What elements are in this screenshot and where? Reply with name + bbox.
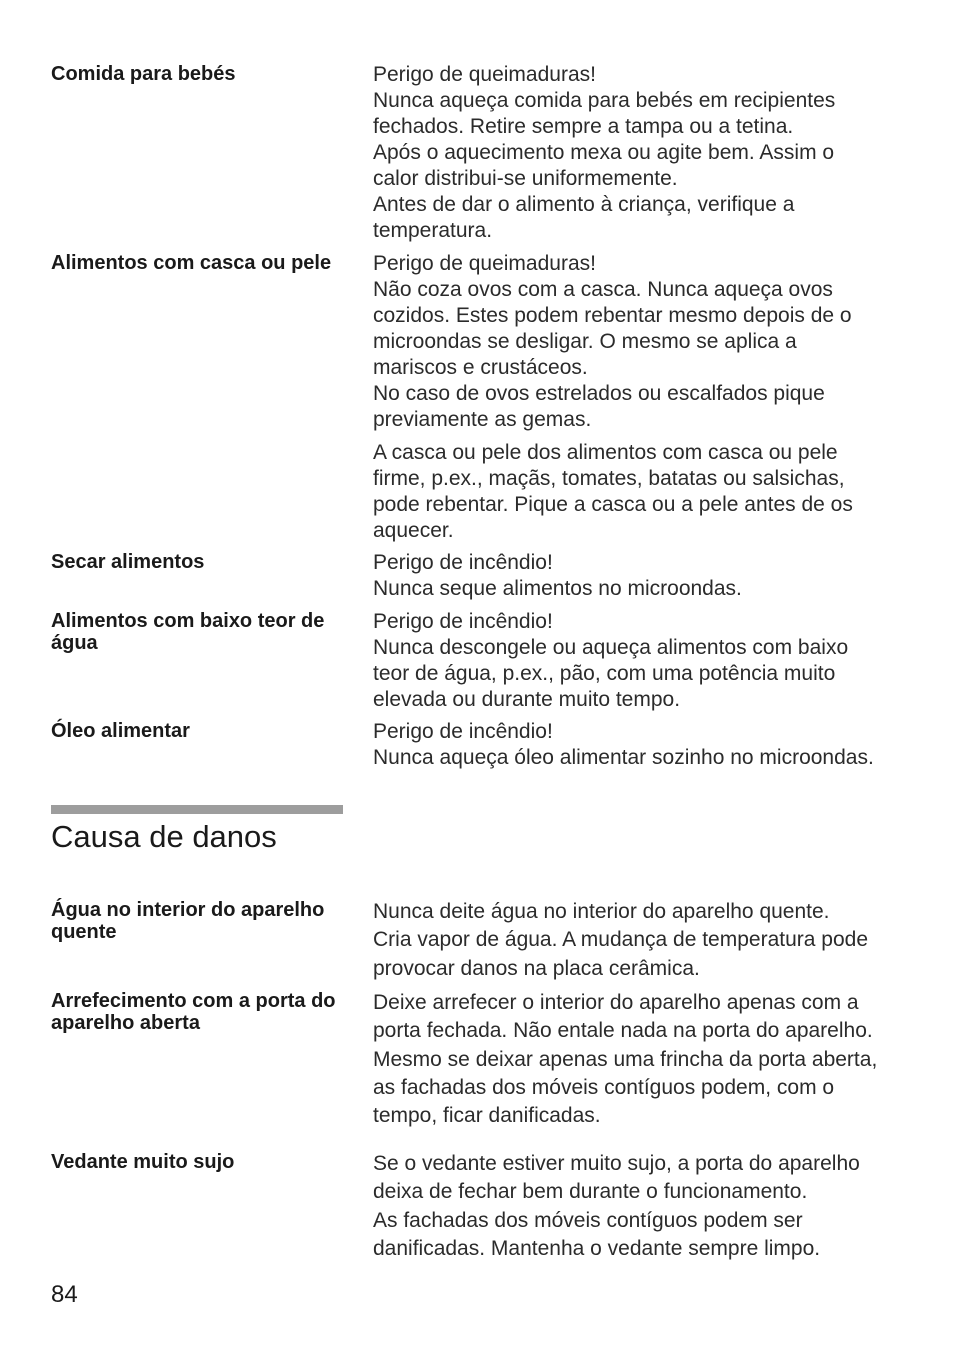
desc-line: A casca ou pele dos alimentos com casca ou pele xyxy=(373,441,838,464)
entry-term: Alimentos com baixo teor de água xyxy=(51,610,325,654)
entry-description xyxy=(373,989,933,1130)
desc-line: Nunca aqueça comida para bebés em recipientes xyxy=(373,89,836,112)
section-title: Causa de danos xyxy=(51,819,277,854)
desc-line: deixa de fechar bem durante o funcionamento. xyxy=(373,1180,808,1204)
entry-term: Alimentos com casca ou pele xyxy=(51,252,332,274)
section-divider xyxy=(51,805,343,814)
desc-line: as fachadas dos móveis contíguos podem, com o xyxy=(373,1075,835,1099)
entry-term: Secar alimentos xyxy=(51,551,205,573)
entry-description xyxy=(373,609,913,713)
desc-line: Perigo de queimaduras! xyxy=(373,252,596,275)
entry-description xyxy=(373,719,933,771)
entry-description xyxy=(373,550,913,602)
entry-description xyxy=(373,62,913,244)
entry-term: Óleo alimentar xyxy=(51,720,190,742)
desc-line: cozidos. Estes podem rebentar mesmo depois de o xyxy=(373,304,852,327)
desc-line: Perigo de incêndio! xyxy=(373,720,553,743)
entry-term: Arrefecimento com a porta do aparelho aberta xyxy=(51,990,336,1034)
desc-line: Perigo de incêndio! xyxy=(373,551,553,574)
desc-line: Mesmo se deixar apenas uma frincha da porta aberta, xyxy=(373,1047,878,1071)
desc-line: elevada ou durante muito tempo. xyxy=(373,688,681,711)
desc-line: aquecer. xyxy=(373,519,454,542)
desc-line: Nunca descongele ou aqueça alimentos com baixo xyxy=(373,636,849,659)
desc-line: Se o vedante estiver muito sujo, a porta do aparelho xyxy=(373,1152,860,1175)
desc-line: Deixe arrefecer o interior do aparelho apenas com a xyxy=(373,991,859,1014)
desc-line: calor distribui-se uniformemente. xyxy=(373,167,678,190)
desc-line: mariscos e crustáceos. xyxy=(373,356,588,379)
entry-term: Vedante muito sujo xyxy=(51,1151,235,1173)
desc-line: Nunca deite água no interior do aparelho quente. xyxy=(373,900,830,923)
page-number: 84 xyxy=(51,1281,78,1308)
desc-line: Nunca aqueça óleo alimentar sozinho no microondas. xyxy=(373,746,874,769)
entry-term: Comida para bebés xyxy=(51,63,236,85)
desc-line: Perigo de incêndio! xyxy=(373,610,553,633)
desc-line: Não coza ovos com a casca. Nunca aqueça ovos xyxy=(373,278,833,301)
desc-line: fechados. Retire sempre a tampa ou a tetina. xyxy=(373,115,794,138)
desc-line: No caso de ovos estrelados ou escalfados pique xyxy=(373,382,825,405)
desc-line: Nunca seque alimentos no microondas. xyxy=(373,577,742,600)
desc-line: Cria vapor de água. A mudança de temperatura pode xyxy=(373,928,868,952)
desc-line: Perigo de queimaduras! xyxy=(373,63,596,86)
desc-line: pode rebentar. Pique a casca ou a pele antes de os xyxy=(373,493,853,516)
desc-line: danificadas. Mantenha o vedante sempre limpo. xyxy=(373,1236,821,1260)
entry-term: Água no interior do aparelho quente xyxy=(51,899,325,943)
desc-line: porta fechada. Não entale nada na porta do aparelho. xyxy=(373,1019,873,1043)
desc-line: provocar danos na placa cerâmica. xyxy=(373,956,700,980)
desc-line: tempo, ficar danificadas. xyxy=(373,1104,601,1128)
entry-description xyxy=(373,1150,933,1263)
desc-line: Após o aquecimento mexa ou agite bem. Assim o xyxy=(373,141,835,164)
entry-description xyxy=(373,898,913,983)
desc-line: Antes de dar o alimento à criança, verifique a xyxy=(373,193,795,216)
desc-line: teor de água, p.ex., pão, com uma potência muito xyxy=(373,662,836,685)
desc-line: firme, p.ex., maçãs, tomates, batatas ou salsichas, xyxy=(373,467,845,490)
desc-line: microondas se desligar. O mesmo se aplica a xyxy=(373,330,797,353)
desc-line: previamente as gemas. xyxy=(373,408,592,431)
desc-line: As fachadas dos móveis contíguos podem ser xyxy=(373,1208,803,1232)
entry-description xyxy=(373,251,913,544)
desc-line: temperatura. xyxy=(373,219,493,242)
